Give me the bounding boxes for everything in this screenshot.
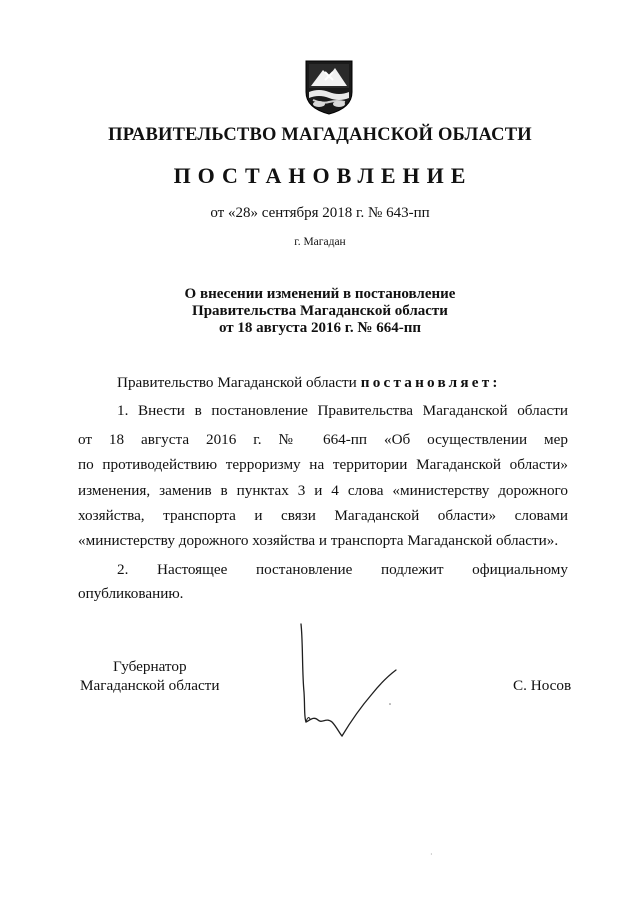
intro-text: Правительство Магаданской области [117, 374, 357, 391]
paragraph-1-line: изменения, заменив в пунктах 3 и 4 слова «министерству дорожного [78, 482, 568, 499]
paragraph-1-line: от 18 августа 2016 г. № 664-пп «Об осуществлении мер [78, 431, 568, 448]
intro-paragraph [117, 374, 501, 392]
document-place: г. Магадан [294, 236, 346, 248]
scan-speck-icon: · [430, 850, 433, 859]
signatory-position: Губернатор [113, 658, 187, 675]
paragraph-1-line: «министерству дорожного хозяйства и транспорта Магаданской области». [78, 532, 559, 549]
intro-verb: постановляет: [360, 374, 501, 391]
document-date-number: от «28» сентября 2018 г. № 643-пп [210, 205, 430, 221]
paragraph-1-line: по противодействию терроризму на территории Магаданской области» [78, 456, 568, 473]
subject-line: Правительства Магаданской области [192, 303, 448, 319]
paragraph-1-line: хозяйства, транспорта и связи Магаданской области» словами [78, 507, 568, 524]
document-type: ПОСТАНОВЛЕНИЕ [173, 163, 473, 188]
coat-of-arms-icon [303, 58, 355, 116]
paragraph-2-line: опубликованию. [78, 585, 184, 602]
subject-line: от 18 августа 2016 г. № 664-пп [218, 320, 422, 336]
subject-line: О внесении изменений в постановление [184, 286, 456, 302]
signatory-position: Магаданской области [80, 677, 220, 694]
paragraph-1-line: 1. Внести в постановление Правительства Магаданской области [117, 402, 568, 419]
document-subject [0, 286, 640, 337]
handwritten-signature [300, 622, 410, 742]
paragraph-2-line: 2. Настоящее постановление подлежит официальному [117, 561, 568, 578]
signatory-name: С. Носов [513, 677, 572, 694]
government-title: ПРАВИТЕЛЬСТВО МАГАДАНСКОЙ ОБЛАСТИ [108, 125, 532, 145]
